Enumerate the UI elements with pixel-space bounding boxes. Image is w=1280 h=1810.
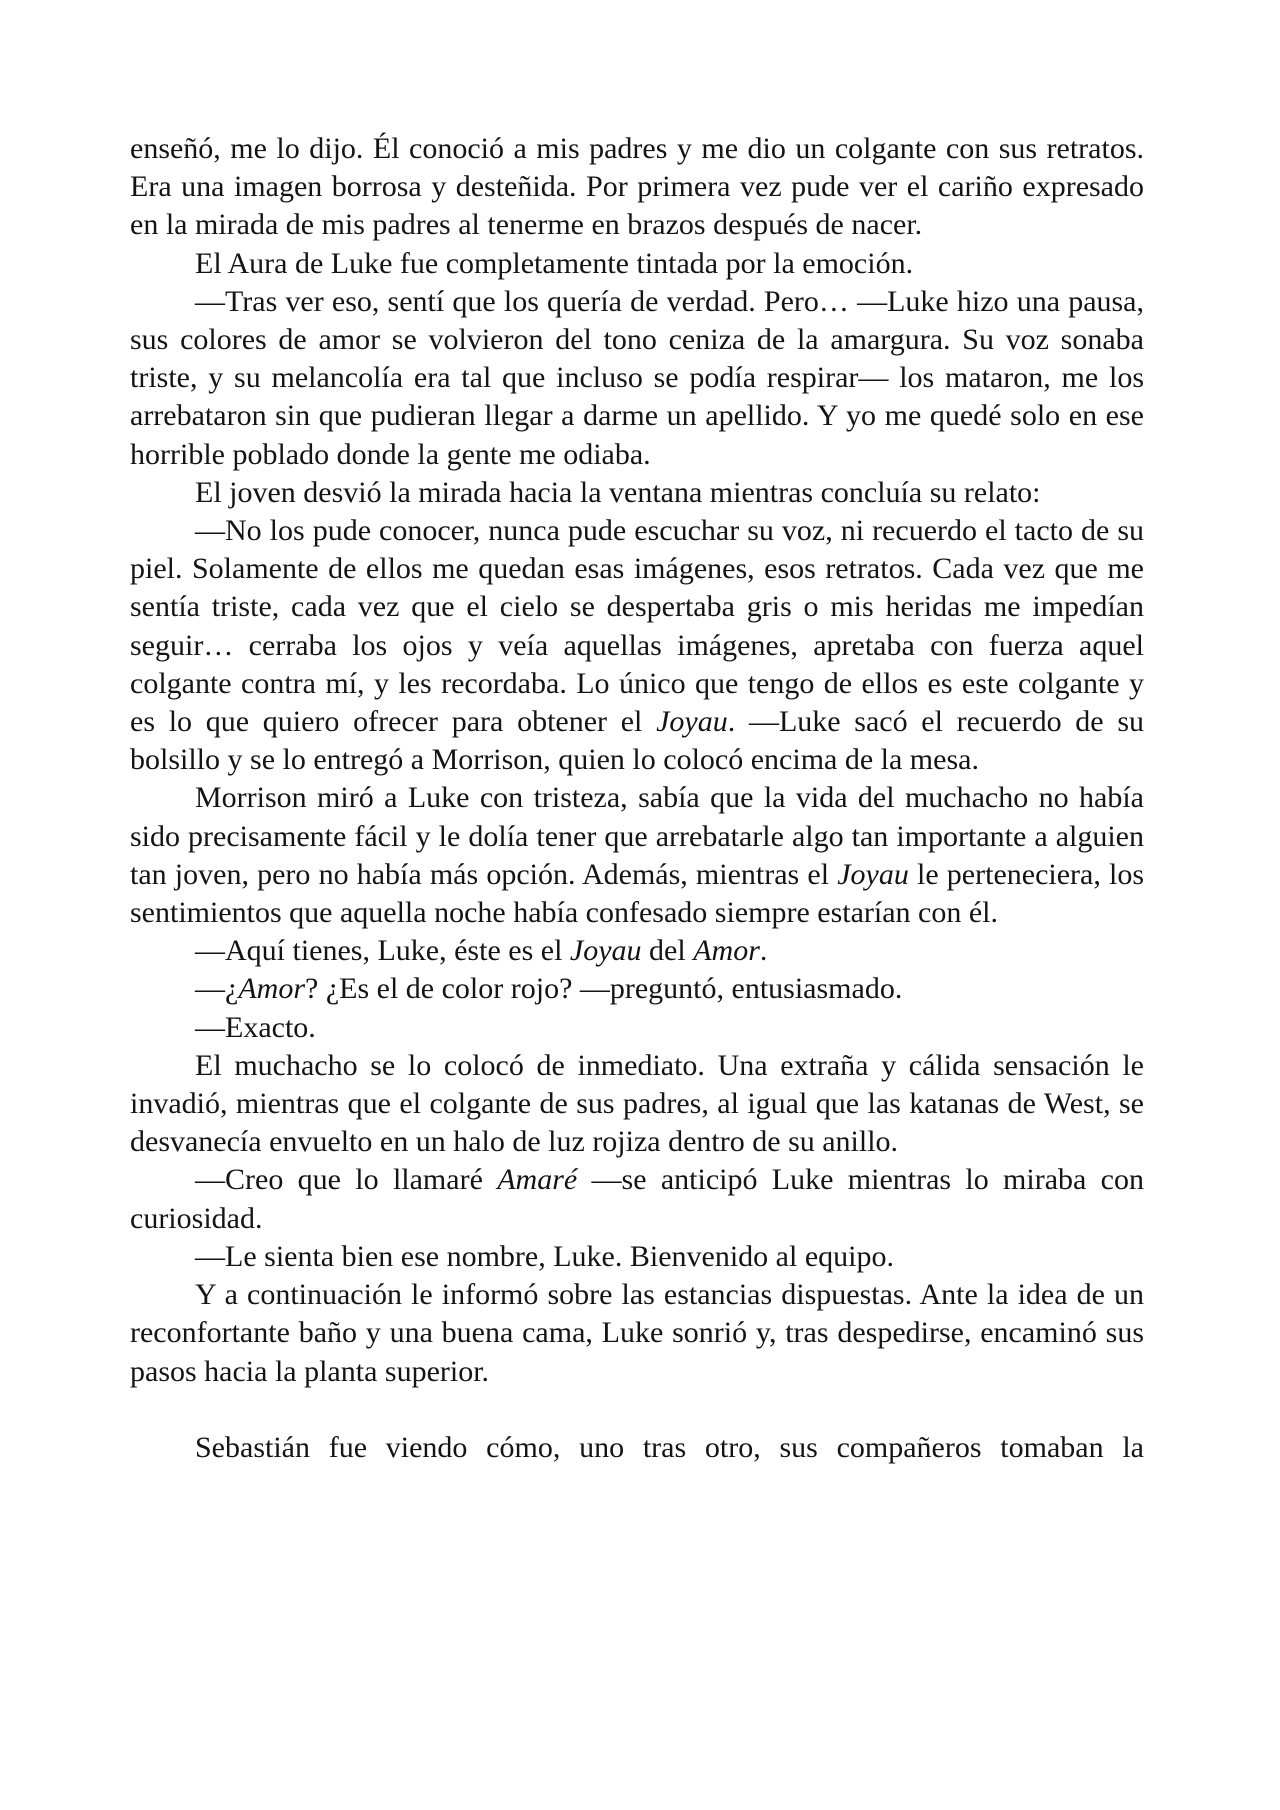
paragraph — [130, 474, 1144, 512]
text-segment: —No los pude conocer, nunca pude escuchar su voz, ni recuerdo el tacto de su piel. Solamente de ellos me quedan esas imágenes, esos retratos. Cada vez que me sentía triste, cada vez que el cielo se despertaba gris o mis heridas me impedían seguir… cerraba los ojos y veía aquellas imágenes, apretaba con fuerza aquel colgante contra mí, y les recordaba. Lo único que tengo de ellos es este colgante y es lo que quiero ofrecer para obtener el — [130, 514, 1144, 739]
italic-term: Amor — [238, 972, 305, 1006]
paragraph — [130, 970, 1144, 1008]
text-segment: El Aura de Luke fue completamente tintada por la emoción. — [195, 246, 914, 280]
paragraph — [130, 1429, 1144, 1467]
paragraph — [130, 932, 1144, 970]
paragraph — [130, 1276, 1144, 1391]
italic-term: Joyau — [569, 934, 642, 968]
italic-term: Amaré — [497, 1163, 578, 1197]
paragraph — [130, 1161, 1144, 1237]
text-segment: —Le sienta bien ese nombre, Luke. Bienvenido al equipo. — [195, 1239, 894, 1273]
text-segment: —Exacto. — [195, 1010, 316, 1044]
text-segment: Morrison miró a Luke con tristeza, sabía que la vida del muchacho no había sido precisamente fácil y le dolía tener que arrebatarle algo tan importante a alguien tan joven, pero no había más opción. Además, mientras el — [130, 781, 1144, 891]
paragraph — [130, 779, 1144, 932]
text-segment: ? ¿Es el de color rojo? —preguntó, entusiasmado. — [305, 972, 903, 1006]
italic-term: Joyau — [656, 705, 728, 739]
paragraph — [130, 512, 1144, 779]
text-segment: El joven desvió la mirada hacia la ventana mientras concluía su relato: — [195, 475, 1041, 509]
text-segment: —se anticipó Luke mientras lo miraba con curiosidad. — [130, 1163, 1144, 1235]
paragraph — [130, 283, 1144, 474]
italic-term: Amor — [693, 934, 760, 968]
paragraph — [130, 245, 1144, 283]
text-segment: Y a continuación le informó sobre las estancias dispuestas. Ante la idea de un reconfortante baño y una buena cama, Luke sonrió y, tras despedirse, encaminó sus pasos hacia la planta superior. — [130, 1278, 1144, 1388]
text-segment: —Creo que lo llamaré — [195, 1163, 498, 1197]
text-segment: —Tras ver eso, sentí que los quería de verdad. Pero… —Luke hizo una pausa, sus colores de amor se volvieron del tono ceniza de la amargura. Su voz sonaba triste, y su melancolía era tal que incluso se podía respirar— los mataron, me los arrebataron sin que pudieran llegar a darme un apellido. Y yo me quedé solo en ese horrible poblado donde la gente me odiaba. — [130, 284, 1144, 471]
italic-term: Joyau — [837, 857, 909, 891]
paragraph — [130, 1009, 1144, 1047]
paragraph — [130, 1047, 1144, 1162]
text-segment: —Aquí tienes, Luke, éste es el — [195, 934, 570, 968]
paragraph — [130, 1238, 1144, 1276]
text-segment: le perteneciera, los sentimientos que aquella noche había confesado siempre estarían con él. — [130, 857, 1145, 930]
text-segment: del — [641, 934, 694, 968]
paragraph — [130, 130, 1144, 245]
text-segment: Sebastián fue viendo cómo, uno tras otro, sus compañeros tomaban la — [195, 1430, 1144, 1464]
text-segment: . —Luke sacó el recuerdo de su bolsillo y se lo entregó a Morrison, quien lo colocó encima de la mesa. — [130, 705, 1144, 777]
book-page — [130, 130, 1144, 1467]
text-segment: . — [759, 934, 768, 968]
text-segment: —¿ — [195, 972, 239, 1006]
text-segment: enseñó, me lo dijo. Él conoció a mis padres y me dio un colgante con sus retratos. Era una imagen borrosa y desteñida. Por primera vez pude ver el cariño expresado en la mirada de mis padres al tenerme en brazos después de nacer. — [130, 132, 1144, 242]
text-segment: El muchacho se lo colocó de inmediato. Una extraña y cálida sensación le invadió, mientras que el colgante de sus padres, al igual que las katanas de West, se desvanecía envuelto en un halo de luz rojiza dentro de su anillo. — [130, 1048, 1144, 1159]
